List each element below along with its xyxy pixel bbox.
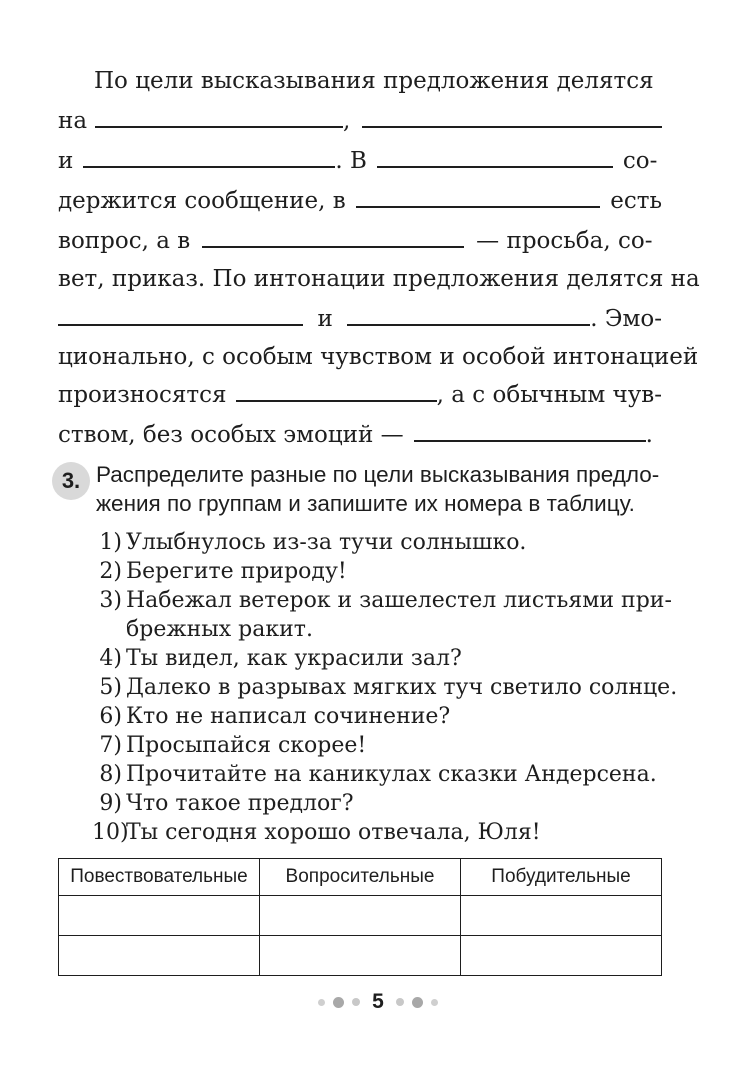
- list-item: 7) Просыпайся скорее!: [99, 733, 367, 758]
- text: вопрос, а в: [58, 228, 191, 254]
- column-header: Побудительные: [461, 859, 662, 896]
- text: — просьба, со-: [476, 228, 653, 254]
- list-item: 10)Ты сегодня хорошо отвечала, Юля!: [92, 820, 541, 845]
- table-header-row: [59, 859, 662, 896]
- page-number: 5: [372, 990, 384, 1013]
- text: есть: [610, 188, 662, 214]
- table-cell[interactable]: [260, 936, 461, 976]
- text: ,: [343, 108, 351, 134]
- paragraph-line-7: [58, 302, 662, 336]
- answer-blank[interactable]: [377, 144, 613, 168]
- text: произносятся: [58, 382, 227, 408]
- list-item: 9) Что такое предлог?: [99, 791, 354, 816]
- list-item: 1) Улыбнулось из-за тучи солнышко.: [99, 530, 527, 555]
- exercise-number-badge: 3.: [52, 462, 90, 500]
- dot-decoration: [318, 999, 325, 1006]
- answer-blank[interactable]: [414, 418, 646, 442]
- answer-blank[interactable]: [58, 302, 303, 326]
- dot-decoration: [412, 997, 423, 1008]
- dot-decoration: [396, 998, 404, 1006]
- exercise-instruction-line-1: Распределите разные по цели высказывания предло-: [96, 462, 660, 487]
- text: По цели высказывания предложения делятся: [94, 68, 654, 94]
- text: и: [317, 306, 333, 332]
- text: ством, без особых эмоций —: [58, 422, 404, 448]
- text: держится сообщение, в: [58, 188, 346, 214]
- list-item: 8) Прочитайте на каникулах сказки Андерсена.: [99, 762, 657, 787]
- paragraph-line-10: [58, 418, 662, 452]
- paragraph-line-9: [58, 378, 662, 412]
- text: , а с обычным чув-: [436, 382, 662, 408]
- list-item: 2) Берегите природу!: [99, 559, 347, 584]
- table-row: [59, 936, 662, 976]
- column-header: Вопросительные: [260, 859, 461, 896]
- list-item: 3) Набежал ветерок и зашелестел листьями при-: [99, 588, 672, 613]
- text: со-: [622, 148, 658, 174]
- table-cell[interactable]: [260, 896, 461, 936]
- answer-blank[interactable]: [347, 302, 590, 326]
- paragraph-line-3: [58, 144, 662, 178]
- text: . В: [335, 148, 367, 174]
- dot-decoration: [333, 997, 344, 1008]
- list-item: 4) Ты видел, как украсили зал?: [99, 646, 462, 671]
- answer-blank[interactable]: [236, 378, 436, 402]
- answer-blank[interactable]: [83, 144, 335, 168]
- answer-blank[interactable]: [95, 104, 343, 128]
- paragraph-line-8: [58, 340, 699, 374]
- paragraph-line-6: [58, 262, 700, 296]
- dot-decoration: [352, 998, 360, 1006]
- text: ционально, с особым чувством и особой интонацией: [58, 344, 699, 370]
- page-number-footer: [0, 990, 756, 1014]
- table-cell[interactable]: [59, 936, 260, 976]
- answer-blank[interactable]: [356, 184, 601, 208]
- answer-table: [58, 858, 662, 976]
- list-item: брежных ракит.: [126, 617, 313, 642]
- table-cell[interactable]: [461, 936, 662, 976]
- column-header: Повествовательные: [59, 859, 260, 896]
- answer-blank[interactable]: [202, 224, 464, 248]
- exercise-instruction-line-2: жения по группам и запишите их номера в таблицу.: [96, 491, 635, 516]
- text: вет, приказ. По интонации предложения делятся на: [58, 266, 700, 292]
- text: .: [645, 422, 653, 448]
- paragraph-line-5: [58, 224, 662, 258]
- paragraph-line-1: [58, 64, 662, 98]
- paragraph-line-2: [58, 104, 662, 138]
- text: и: [58, 148, 74, 174]
- text: . Эмо-: [590, 306, 662, 332]
- paragraph-line-4: [58, 184, 662, 218]
- dot-decoration: [431, 999, 438, 1006]
- table-cell[interactable]: [59, 896, 260, 936]
- list-item: 5) Далеко в разрывах мягких туч светило солнце.: [99, 675, 678, 700]
- text: на: [58, 108, 88, 134]
- answer-blank[interactable]: [362, 104, 662, 128]
- table-row: [59, 896, 662, 936]
- list-item: 6) Кто не написал сочинение?: [99, 704, 451, 729]
- table-cell[interactable]: [461, 896, 662, 936]
